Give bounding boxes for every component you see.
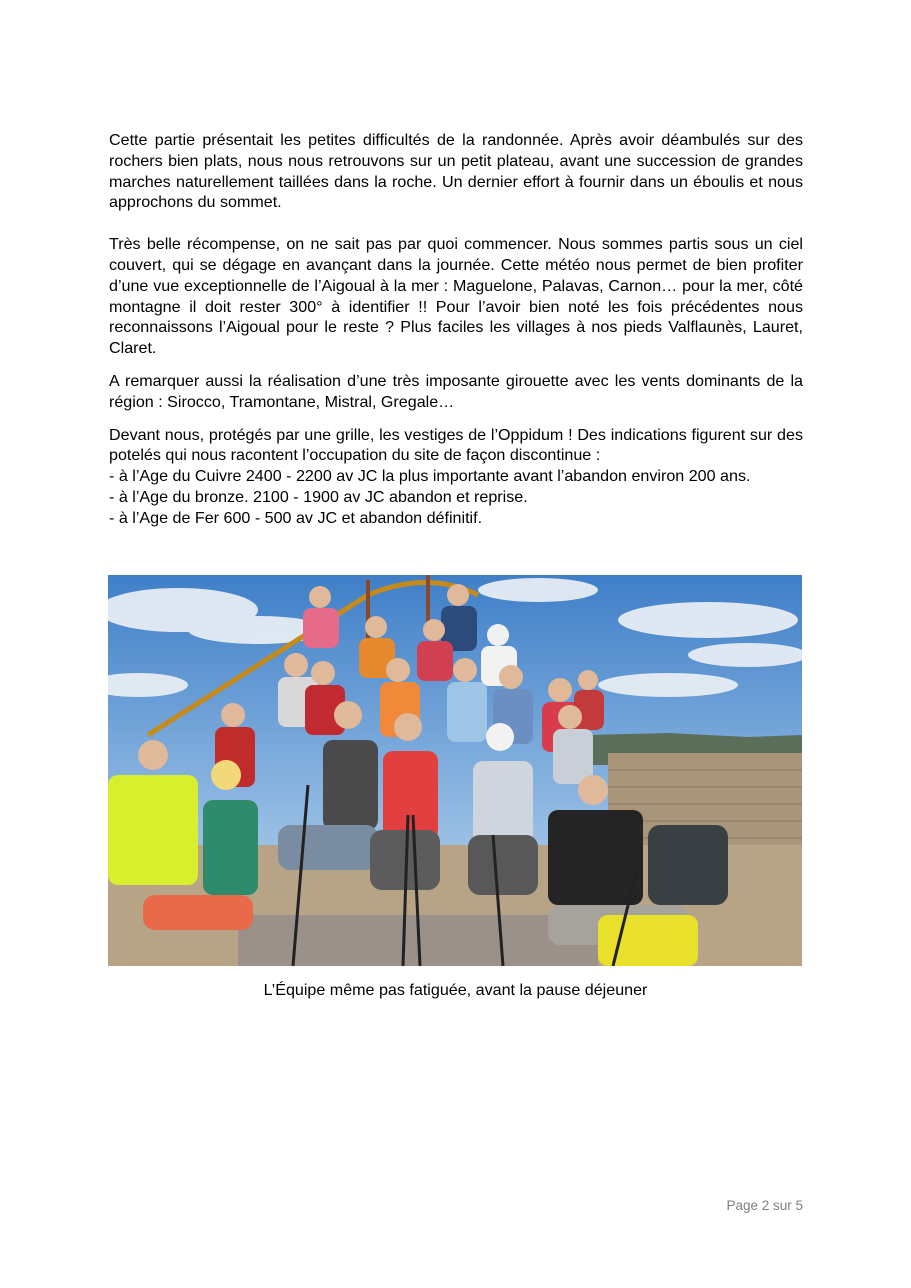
paragraph-weathervane: A remarquer aussi la réalisation d’une très imposante girouette avec les vents dominants de la région : Sirocco, Tramontane, Mistral, Gregale… — [109, 371, 803, 411]
paragraph-summit-view: Très belle récompense, on ne sait pas par quoi commencer. Nous sommes partis sous un ciel couvert, qui se dégage en avançant dans la journée. Cette météo nous permet de bien profiter d’une vue exceptionnelle de l’Aigoual à la mer : Maguelone, Palavas, Carnon… pour la mer, côté montagne il doit rester 300° à identifier !! Pour l’avoir bien noté les fois précédentes nous reconnaissons l’Aigoual pour le reste ? Plus faciles les villages à nos pieds Valflaunès, Lauret, Claret. — [109, 235, 803, 358]
body-text — [109, 130, 803, 529]
list-item-bronze-age: - à l’Age du bronze. 2100 - 1900 av JC abandon et reprise. — [109, 487, 528, 506]
list-item-copper-age: - à l’Age du Cuivre 2400 - 2200 av JC la plus importante avant l’abandon environ 200 ans. — [109, 467, 751, 486]
group-photo — [108, 575, 802, 966]
page-number: Page 2 sur 5 — [726, 1198, 803, 1213]
paragraph-ascent: Cette partie présentait les petites difficultés de la randonnée. Après avoir déambulés sur des rochers bien plats, nous nous retrouvons sur un petit plateau, avant une succession de grandes marches naturellement taillées dans la roche. Un dernier effort à fournir dans un éboulis et nous approchons du sommet. — [109, 131, 803, 212]
paragraph-oppidum: Devant nous, protégés par une grille, les vestiges de l’Oppidum ! Des indications figurent sur des potelés qui nous racontent l’occupation du site de façon discontinue : — [109, 425, 803, 465]
list-item-iron-age: - à l’Age de Fer 600 - 500 av JC et abandon définitif. — [109, 508, 483, 527]
photo-caption: L’Équipe même pas fatiguée, avant la pause déjeuner — [263, 981, 648, 999]
